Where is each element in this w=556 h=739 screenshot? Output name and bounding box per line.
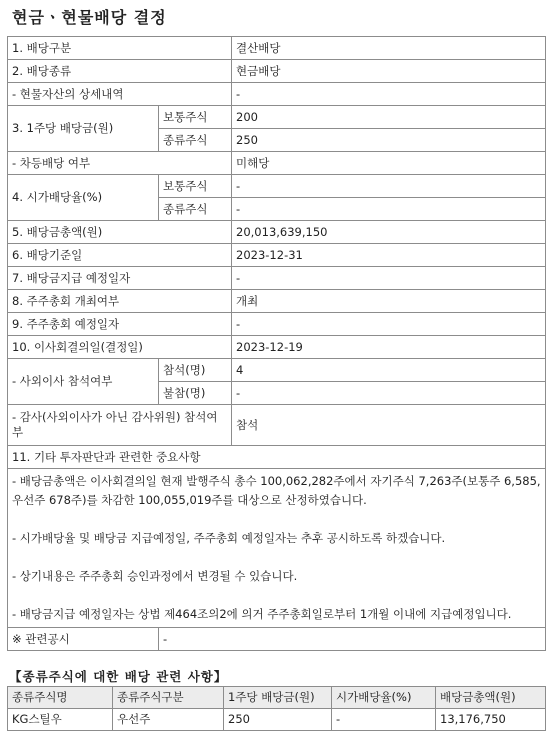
page-title: 현금ㆍ현물배당 결정 — [12, 8, 167, 27]
table-row — [8, 313, 546, 336]
row-label: - 감사(사외이사가 아닌 감사위원) 참석여부 — [8, 405, 232, 446]
note-paragraph: - 상기내용은 주주총회 승인과정에서 변경될 수 있습니다. — [12, 569, 298, 583]
table-row — [8, 709, 546, 731]
row-label: 11. 기타 투자판단과 관련한 중요사항 — [8, 446, 546, 469]
row-label: ※ 관련공시 — [8, 628, 159, 651]
row-value: - — [232, 83, 546, 106]
table-row — [8, 336, 546, 359]
row-label: - 사외이사 참석여부 — [8, 359, 159, 405]
section-title: 【종류주식에 대한 배당 관련 사항】 — [9, 669, 228, 684]
row-value: 4 — [232, 359, 546, 382]
sub-label: 보통주식 — [159, 106, 232, 129]
row-label: 9. 주주총회 예정일자 — [8, 313, 232, 336]
row-value: 200 — [232, 106, 546, 129]
row-label: 8. 주주총회 개최여부 — [8, 290, 232, 313]
sub-label: 종류주식 — [159, 198, 232, 221]
column-header: 종류주식구분 — [113, 687, 224, 709]
row-value: - — [159, 628, 546, 651]
row-label: 2. 배당종류 — [8, 60, 232, 83]
note-paragraph: - 배당금총액은 이사회결의일 현재 발행주식 총수 100,062,282주에서 자기주식 7,263주(보통주 6,585, 우선주 678주)를 차감한 100,055,019주를 대상으로 산정하였습니다. — [12, 474, 541, 507]
dividend-decision-table — [7, 36, 546, 651]
row-label: 3. 1주당 배당금(원) — [8, 106, 159, 152]
row-value: 2023-12-19 — [232, 336, 546, 359]
table-row — [8, 221, 546, 244]
table-header-row — [8, 687, 546, 709]
row-value: - — [232, 267, 546, 290]
table-cell: KG스틸우 — [8, 709, 113, 731]
column-header: 시가배당율(%) — [332, 687, 436, 709]
table-cell: 우선주 — [113, 709, 224, 731]
row-value: - — [232, 175, 546, 198]
row-value: 20,013,639,150 — [232, 221, 546, 244]
table-row — [8, 175, 546, 198]
sub-label: 보통주식 — [159, 175, 232, 198]
row-label: 7. 배당금지급 예정일자 — [8, 267, 232, 290]
table-cell: 250 — [224, 709, 332, 731]
table-row — [8, 244, 546, 267]
sub-label: 참석(명) — [159, 359, 232, 382]
table-row — [8, 290, 546, 313]
table-row — [8, 267, 546, 290]
row-label: - 차등배당 여부 — [8, 152, 232, 175]
table-cell: 13,176,750 — [436, 709, 546, 731]
table-row — [8, 405, 546, 446]
table-cell: - — [332, 709, 436, 731]
row-value: 결산배당 — [232, 37, 546, 60]
row-value: 개최 — [232, 290, 546, 313]
table-row — [8, 469, 546, 628]
preferred-stock-dividend-table — [7, 686, 546, 731]
column-header: 1주당 배당금(원) — [224, 687, 332, 709]
column-header: 배당금총액(원) — [436, 687, 546, 709]
note-paragraph: - 배당금지급 예정일자는 상법 제464조의2에 의거 주주총회일로부터 1개월 이내에 지급예정입니다. — [12, 607, 512, 621]
row-value: 2023-12-31 — [232, 244, 546, 267]
table-row — [8, 37, 546, 60]
sub-label: 종류주식 — [159, 129, 232, 152]
table-row — [8, 628, 546, 651]
row-label: 4. 시가배당율(%) — [8, 175, 159, 221]
row-value: - — [232, 313, 546, 336]
row-value: 참석 — [232, 405, 546, 446]
column-header: 종류주식명 — [8, 687, 113, 709]
row-value: 250 — [232, 129, 546, 152]
table-row — [8, 60, 546, 83]
table-row — [8, 106, 546, 129]
row-label: 1. 배당구분 — [8, 37, 232, 60]
sub-label: 불참(명) — [159, 382, 232, 405]
notes-cell — [8, 469, 546, 628]
row-label: - 현물자산의 상세내역 — [8, 83, 232, 106]
row-value: - — [232, 198, 546, 221]
row-value: 미해당 — [232, 152, 546, 175]
table-row — [8, 83, 546, 106]
row-value: 현금배당 — [232, 60, 546, 83]
row-label: 5. 배당금총액(원) — [8, 221, 232, 244]
row-value: - — [232, 382, 546, 405]
table-row — [8, 152, 546, 175]
row-label: 10. 이사회결의일(결정일) — [8, 336, 232, 359]
row-label: 6. 배당기준일 — [8, 244, 232, 267]
table-row — [8, 359, 546, 382]
note-paragraph: - 시가배당율 및 배당금 지급예정일, 주주총회 예정일자는 추후 공시하도록 하겠습니다. — [12, 531, 446, 545]
table-row — [8, 446, 546, 469]
